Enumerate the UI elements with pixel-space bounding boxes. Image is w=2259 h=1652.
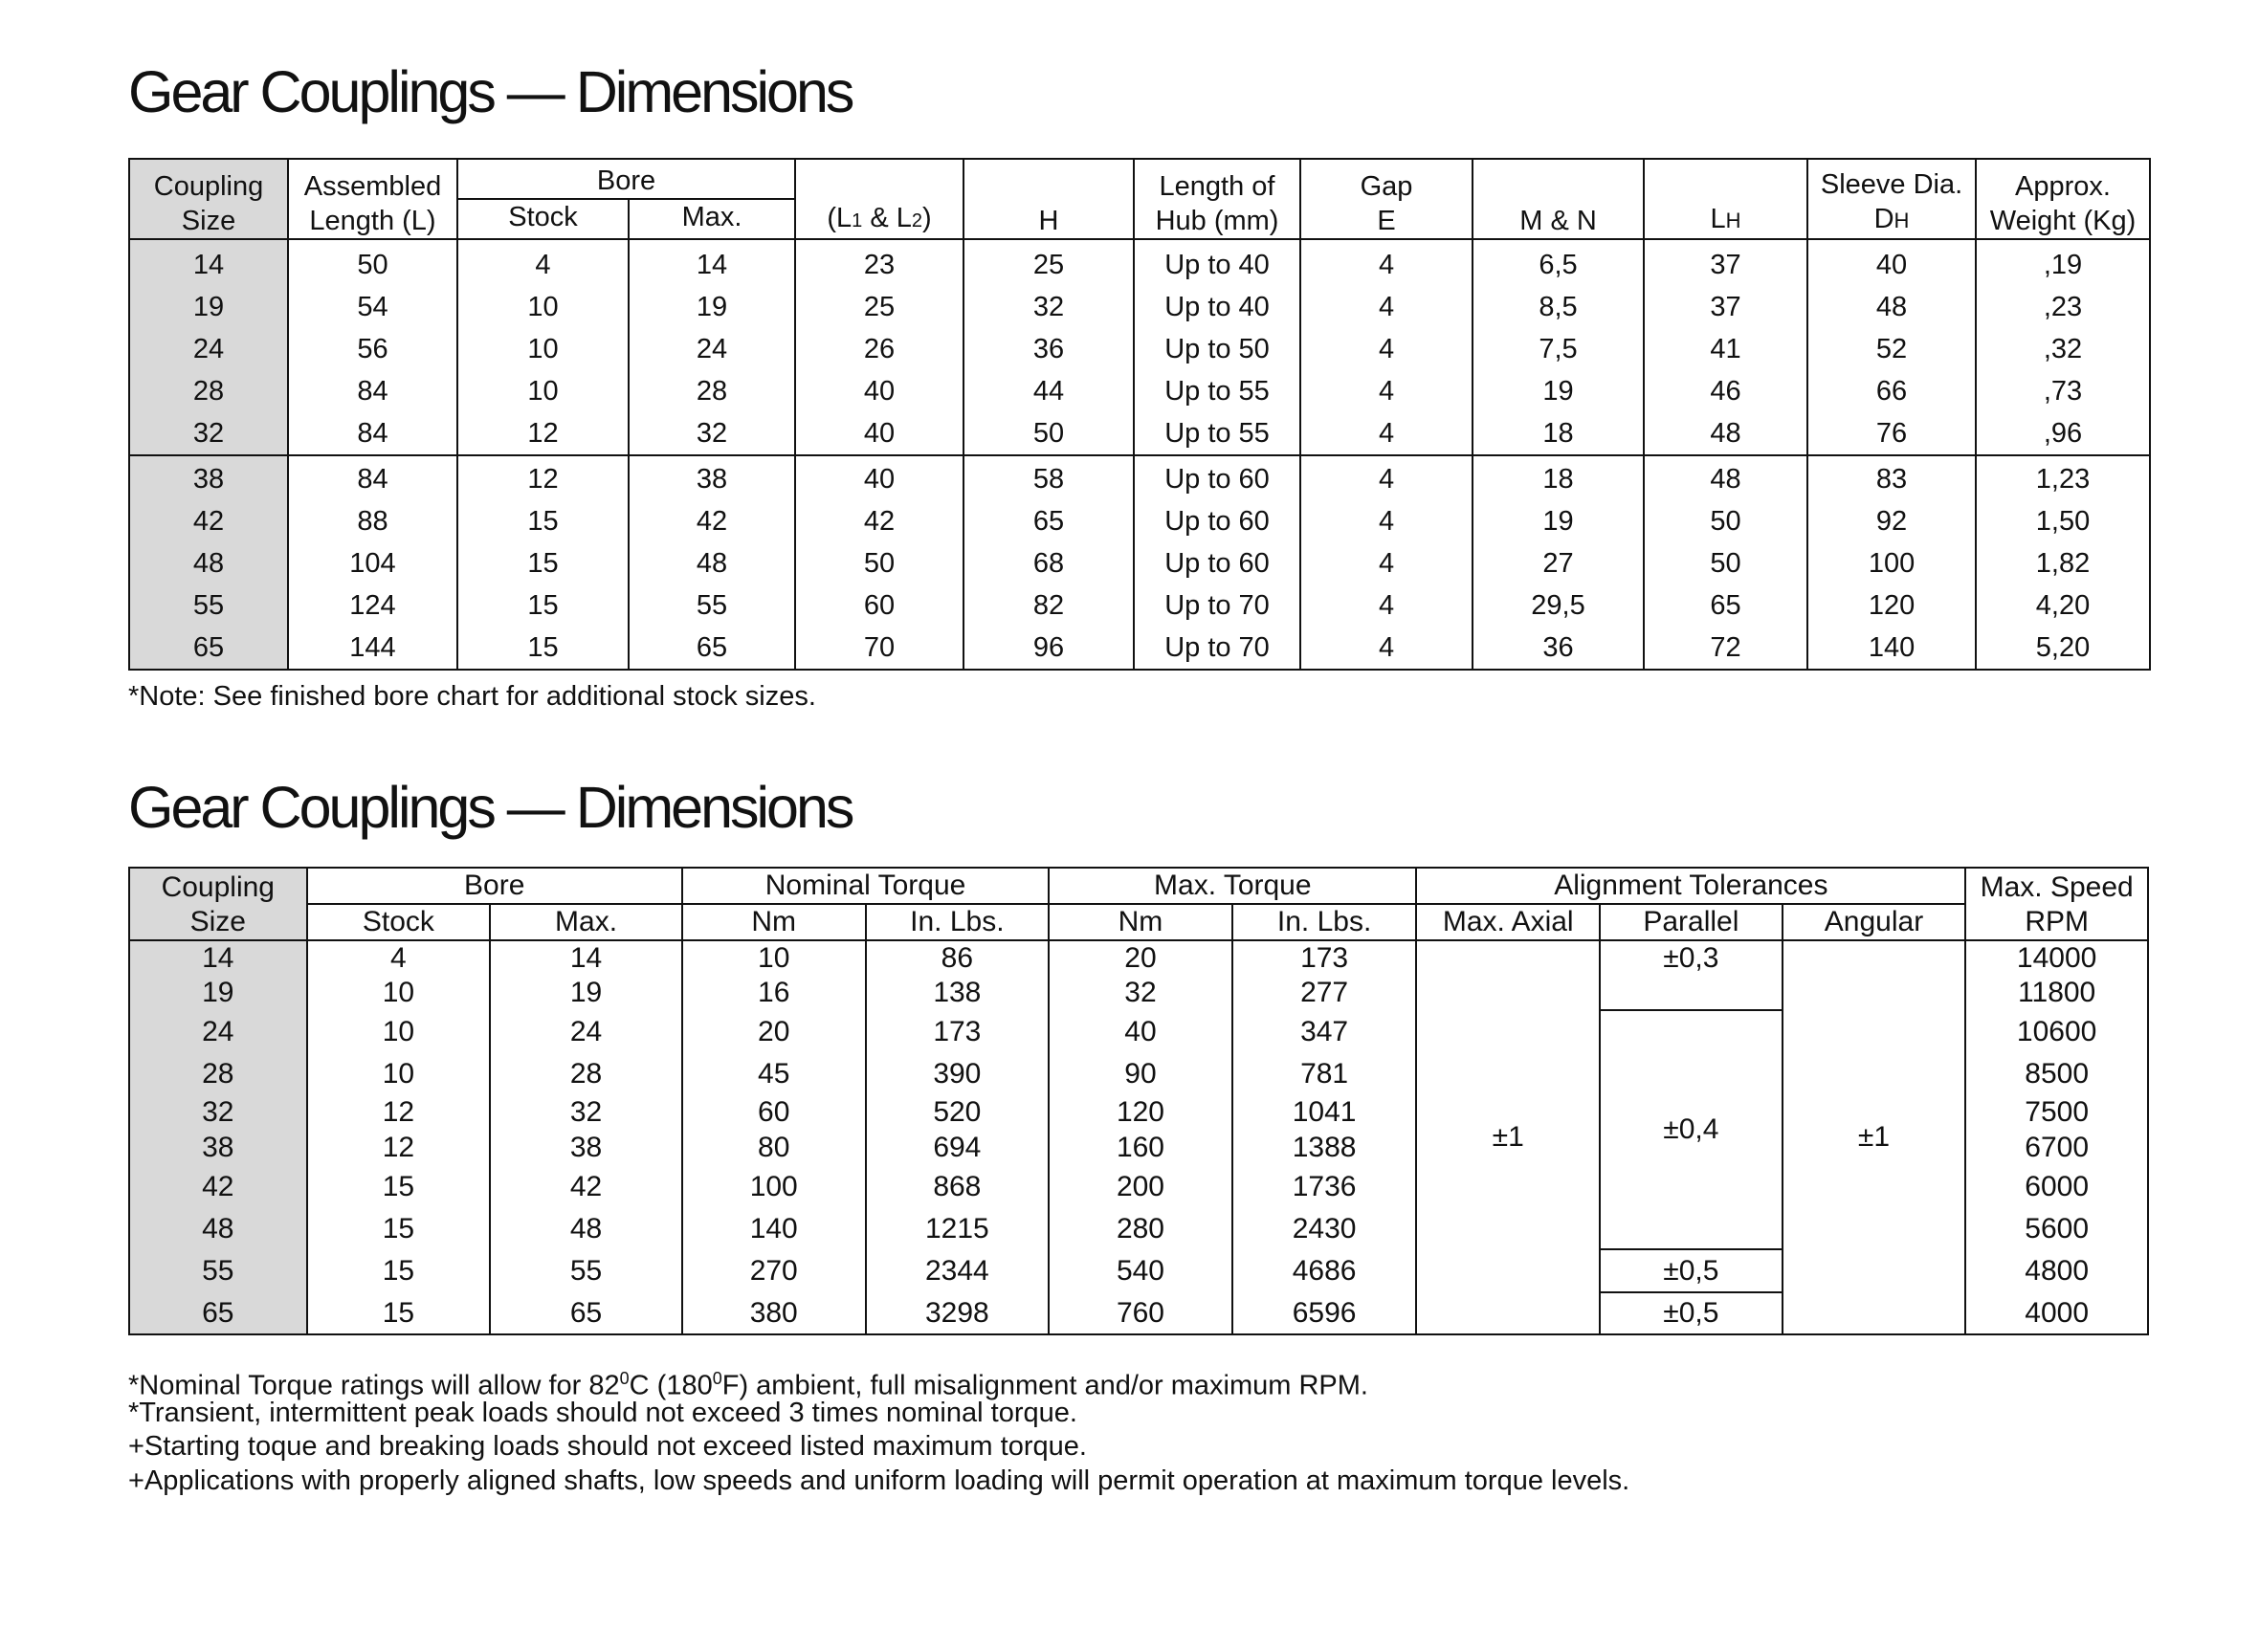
max-inlbs-cell: 6596 <box>1232 1292 1417 1334</box>
table-cell: ,23 <box>1976 286 2150 328</box>
table-row <box>129 584 2150 627</box>
max-speed-cell: 6700 <box>1965 1131 2148 1165</box>
max-inlbs-cell: 173 <box>1232 940 1417 976</box>
table-cell: 52 <box>1807 328 1976 370</box>
table-cell: Up to 40 <box>1134 239 1300 286</box>
table-cell: 10 <box>457 286 629 328</box>
nominal-inlbs-cell: 2344 <box>866 1249 1050 1292</box>
table-cell: 18 <box>1473 412 1644 455</box>
coupling-size-cell: 32 <box>129 412 288 455</box>
header2-max-axial: Max. Axial <box>1416 904 1600 940</box>
max-speed-cell: 5600 <box>1965 1208 2148 1249</box>
table-cell: 37 <box>1644 286 1807 328</box>
stock-cell: 15 <box>307 1165 491 1208</box>
max-bore-cell: 42 <box>490 1165 682 1208</box>
table-cell: 38 <box>629 455 795 500</box>
header2-parallel: Parallel <box>1600 904 1783 940</box>
table-cell: 66 <box>1807 370 1976 412</box>
table-row <box>129 370 2150 412</box>
nominal-nm-cell: 20 <box>682 1010 866 1053</box>
nominal-inlbs-cell: 3298 <box>866 1292 1050 1334</box>
table-cell: 10 <box>457 328 629 370</box>
table-cell: 68 <box>963 542 1134 584</box>
torque-table <box>128 867 2149 1335</box>
table-cell: 25 <box>795 286 963 328</box>
nominal-nm-cell: 60 <box>682 1094 866 1131</box>
table-cell: 4 <box>1300 286 1473 328</box>
table-cell: 23 <box>795 239 963 286</box>
table-cell: 76 <box>1807 412 1976 455</box>
table-cell: 58 <box>963 455 1134 500</box>
table-row <box>129 412 2150 455</box>
max-inlbs-cell: 2430 <box>1232 1208 1417 1249</box>
table-cell: 56 <box>288 328 457 370</box>
coupling-size-cell: 48 <box>129 542 288 584</box>
max-nm-cell: 160 <box>1049 1131 1232 1165</box>
table-cell: 12 <box>457 455 629 500</box>
table-cell: 42 <box>629 500 795 542</box>
parallel-cell: ±0,5 <box>1600 1249 1783 1292</box>
nominal-nm-cell: 270 <box>682 1249 866 1292</box>
nominal-nm-cell: 100 <box>682 1165 866 1208</box>
nominal-inlbs-cell: 138 <box>866 976 1050 1010</box>
table-cell: 15 <box>457 542 629 584</box>
stock-cell: 15 <box>307 1249 491 1292</box>
table-cell: 10 <box>457 370 629 412</box>
table-cell: 65 <box>963 500 1134 542</box>
table-row <box>129 542 2150 584</box>
torque-note-4: +Applications with properly aligned shafts, low speeds and uniform loading will permit operation at maximum torque levels. <box>128 1465 1630 1496</box>
max-speed-cell: 10600 <box>1965 1010 2148 1053</box>
header2-nm: Nm <box>682 904 866 940</box>
table-row <box>129 286 2150 328</box>
header2-in-lbs: In. Lbs. <box>866 904 1050 940</box>
torque-note-3: +Starting toque and breaking loads should not exceed listed maximum torque. <box>128 1431 1087 1462</box>
header2-max-speed: Max. Speed RPM <box>1965 868 2148 940</box>
table-cell: 104 <box>288 542 457 584</box>
stock-cell: 10 <box>307 976 491 1010</box>
table-cell: 14 <box>629 239 795 286</box>
coupling-size-cell: 24 <box>129 328 288 370</box>
max-nm-cell: 120 <box>1049 1094 1232 1131</box>
coupling-size-cell: 38 <box>129 455 288 500</box>
table-cell: 12 <box>457 412 629 455</box>
stock-cell: 10 <box>307 1010 491 1053</box>
table-cell: 48 <box>1644 455 1807 500</box>
table-cell: 27 <box>1473 542 1644 584</box>
table-cell: 36 <box>1473 627 1644 670</box>
max-inlbs-cell: 1736 <box>1232 1165 1417 1208</box>
table-cell: 5,20 <box>1976 627 2150 670</box>
table-cell: 15 <box>457 584 629 627</box>
max-bore-cell: 19 <box>490 976 682 1010</box>
coupling-size-cell: 65 <box>129 1292 307 1334</box>
table-cell: Up to 55 <box>1134 370 1300 412</box>
table-cell: 65 <box>629 627 795 670</box>
header2-nominal-torque: Nominal Torque <box>682 868 1049 904</box>
max-bore-cell: 48 <box>490 1208 682 1249</box>
table-row <box>129 627 2150 670</box>
max-bore-cell: 55 <box>490 1249 682 1292</box>
coupling-size-cell: 48 <box>129 1208 307 1249</box>
table-row <box>129 940 2148 976</box>
max-speed-cell: 14000 <box>1965 940 2148 976</box>
header2-alignment-tolerances: Alignment Tolerances <box>1416 868 1965 904</box>
max-speed-cell: 4000 <box>1965 1292 2148 1334</box>
table-row <box>129 328 2150 370</box>
table-cell: 84 <box>288 370 457 412</box>
table-cell: Up to 60 <box>1134 455 1300 500</box>
nominal-inlbs-cell: 694 <box>866 1131 1050 1165</box>
table-cell: 4 <box>1300 627 1473 670</box>
table-cell: 7,5 <box>1473 328 1644 370</box>
table-cell: 41 <box>1644 328 1807 370</box>
table-cell: 40 <box>795 412 963 455</box>
header2-max-torque: Max. Torque <box>1049 868 1416 904</box>
header-approx-weight: Approx. Weight (Kg) <box>1976 159 2150 239</box>
table-cell: 54 <box>288 286 457 328</box>
nominal-nm-cell: 16 <box>682 976 866 1010</box>
dimensions-table <box>128 158 2151 671</box>
table-cell: 4 <box>1300 328 1473 370</box>
table-cell: 8,5 <box>1473 286 1644 328</box>
page-title: Gear Couplings — Dimensions <box>128 59 853 124</box>
coupling-size-cell: 28 <box>129 370 288 412</box>
max-nm-cell: 760 <box>1049 1292 1232 1334</box>
table1-note: *Note: See finished bore chart for additional stock sizes. <box>128 681 816 712</box>
table-cell: 4 <box>1300 412 1473 455</box>
max-bore-cell: 28 <box>490 1053 682 1094</box>
table-cell: 44 <box>963 370 1134 412</box>
table-cell: 40 <box>1807 239 1976 286</box>
table-cell: ,32 <box>1976 328 2150 370</box>
max-nm-cell: 40 <box>1049 1010 1232 1053</box>
table-cell: 100 <box>1807 542 1976 584</box>
table-cell: 18 <box>1473 455 1644 500</box>
table-cell: Up to 60 <box>1134 500 1300 542</box>
table-cell: 88 <box>288 500 457 542</box>
max-bore-cell: 24 <box>490 1010 682 1053</box>
table-row <box>129 455 2150 500</box>
max-nm-cell: 280 <box>1049 1208 1232 1249</box>
parallel-cell: ±0,4 <box>1600 1010 1783 1249</box>
coupling-size-cell: 19 <box>129 976 307 1010</box>
header-l1-l2: (L1 & L2) <box>795 159 963 239</box>
table-cell: ,96 <box>1976 412 2150 455</box>
table-cell: 46 <box>1644 370 1807 412</box>
nominal-nm-cell: 380 <box>682 1292 866 1334</box>
header-assembled-length: Assembled Length (L) <box>288 159 457 239</box>
header-bore-max: Max. <box>629 199 795 239</box>
table-cell: Up to 40 <box>1134 286 1300 328</box>
max-speed-cell: 8500 <box>1965 1053 2148 1094</box>
table-cell: 48 <box>629 542 795 584</box>
max-nm-cell: 200 <box>1049 1165 1232 1208</box>
table-cell: 84 <box>288 412 457 455</box>
table-cell: 48 <box>1807 286 1976 328</box>
table-cell: 65 <box>1644 584 1807 627</box>
table-cell: 24 <box>629 328 795 370</box>
stock-cell: 12 <box>307 1131 491 1165</box>
nominal-nm-cell: 45 <box>682 1053 866 1094</box>
header-coupling-size: Coupling Size <box>129 159 288 239</box>
table-cell: 25 <box>963 239 1134 286</box>
nominal-inlbs-cell: 173 <box>866 1010 1050 1053</box>
table-cell: Up to 70 <box>1134 584 1300 627</box>
table-cell: 4 <box>1300 370 1473 412</box>
header2-max-nm: Nm <box>1049 904 1232 940</box>
nominal-inlbs-cell: 868 <box>866 1165 1050 1208</box>
table-cell: 15 <box>457 500 629 542</box>
max-speed-cell: 6000 <box>1965 1165 2148 1208</box>
table-row <box>129 239 2150 286</box>
table-cell: 50 <box>1644 500 1807 542</box>
table-cell: Up to 55 <box>1134 412 1300 455</box>
nominal-nm-cell: 80 <box>682 1131 866 1165</box>
table-cell: 4 <box>1300 239 1473 286</box>
table-cell: Up to 50 <box>1134 328 1300 370</box>
table-cell: Up to 70 <box>1134 627 1300 670</box>
max-bore-cell: 38 <box>490 1131 682 1165</box>
table-cell: 50 <box>1644 542 1807 584</box>
table-cell: 60 <box>795 584 963 627</box>
table-cell: 6,5 <box>1473 239 1644 286</box>
table-cell: 82 <box>963 584 1134 627</box>
table-cell: 40 <box>795 455 963 500</box>
table-cell: 4 <box>457 239 629 286</box>
coupling-size-cell: 42 <box>129 1165 307 1208</box>
table-cell: 29,5 <box>1473 584 1644 627</box>
table-cell: 4 <box>1300 500 1473 542</box>
table-cell: Up to 60 <box>1134 542 1300 584</box>
table-cell: 84 <box>288 455 457 500</box>
nominal-inlbs-cell: 390 <box>866 1053 1050 1094</box>
angular-cell: ±1 <box>1783 940 1966 1334</box>
header2-max-in-lbs: In. Lbs. <box>1232 904 1417 940</box>
table-cell: 1,23 <box>1976 455 2150 500</box>
coupling-size-cell: 24 <box>129 1010 307 1053</box>
nominal-inlbs-cell: 1215 <box>866 1208 1050 1249</box>
max-inlbs-cell: 4686 <box>1232 1249 1417 1292</box>
table-cell: 48 <box>1644 412 1807 455</box>
table-cell: 92 <box>1807 500 1976 542</box>
table-cell: 1,82 <box>1976 542 2150 584</box>
coupling-size-cell: 42 <box>129 500 288 542</box>
table-cell: 50 <box>963 412 1134 455</box>
table-cell: 19 <box>1473 370 1644 412</box>
header-sleeve-dia: Sleeve Dia. DH <box>1807 159 1976 239</box>
header-lh: LH <box>1644 159 1807 239</box>
coupling-size-cell: 28 <box>129 1053 307 1094</box>
table-cell: 26 <box>795 328 963 370</box>
max-inlbs-cell: 781 <box>1232 1053 1417 1094</box>
table-cell: 19 <box>629 286 795 328</box>
table-cell: 72 <box>1644 627 1807 670</box>
max-axial-cell: ±1 <box>1416 940 1600 1334</box>
table-cell: 140 <box>1807 627 1976 670</box>
table-cell: 19 <box>1473 500 1644 542</box>
table-cell: 124 <box>288 584 457 627</box>
max-bore-cell: 65 <box>490 1292 682 1334</box>
torque-note-1: *Nominal Torque ratings will allow for $82^0C$ $(180^0F)$ ambient, full misalignment and/or maximum RPM. <box>128 1369 1368 1401</box>
header2-angular: Angular <box>1783 904 1966 940</box>
max-nm-cell: 20 <box>1049 940 1232 976</box>
table-cell: 36 <box>963 328 1134 370</box>
nominal-nm-cell: 140 <box>682 1208 866 1249</box>
max-inlbs-cell: 277 <box>1232 976 1417 1010</box>
stock-cell: 4 <box>307 940 491 976</box>
torque-note-2: *Transient, intermittent peak loads should not exceed 3 times nominal torque. <box>128 1398 1077 1428</box>
coupling-size-cell: 55 <box>129 584 288 627</box>
table-cell: 50 <box>795 542 963 584</box>
max-inlbs-cell: 1041 <box>1232 1094 1417 1131</box>
header-h: H <box>963 159 1134 239</box>
table-cell: 144 <box>288 627 457 670</box>
table-cell: 32 <box>963 286 1134 328</box>
max-speed-cell: 11800 <box>1965 976 2148 1010</box>
header2-stock: Stock <box>307 904 491 940</box>
header-bore-stock: Stock <box>457 199 629 239</box>
table-cell: ,73 <box>1976 370 2150 412</box>
header2-coupling-size: Coupling Size <box>129 868 307 940</box>
coupling-size-cell: 19 <box>129 286 288 328</box>
table-row <box>129 500 2150 542</box>
max-inlbs-cell: 347 <box>1232 1010 1417 1053</box>
parallel-cell: ±0,3 <box>1600 940 1783 1010</box>
table-cell: 83 <box>1807 455 1976 500</box>
coupling-size-cell: 32 <box>129 1094 307 1131</box>
coupling-size-cell: 14 <box>129 239 288 286</box>
nominal-inlbs-cell: 520 <box>866 1094 1050 1131</box>
stock-cell: 15 <box>307 1292 491 1334</box>
header-length-of-hub: Length of Hub (mm) <box>1134 159 1300 239</box>
coupling-size-cell: 65 <box>129 627 288 670</box>
header-m-n: M & N <box>1473 159 1644 239</box>
table-cell: 4,20 <box>1976 584 2150 627</box>
stock-cell: 12 <box>307 1094 491 1131</box>
table-cell: 1,50 <box>1976 500 2150 542</box>
table-cell: 15 <box>457 627 629 670</box>
header-bore: Bore <box>457 159 795 199</box>
table-cell: 4 <box>1300 455 1473 500</box>
coupling-size-cell: 55 <box>129 1249 307 1292</box>
table-cell: 70 <box>795 627 963 670</box>
table-cell: 120 <box>1807 584 1976 627</box>
stock-cell: 10 <box>307 1053 491 1094</box>
coupling-size-cell: 14 <box>129 940 307 976</box>
table-cell: 50 <box>288 239 457 286</box>
nominal-nm-cell: 10 <box>682 940 866 976</box>
max-bore-cell: 32 <box>490 1094 682 1131</box>
nominal-inlbs-cell: 86 <box>866 940 1050 976</box>
table-cell: 32 <box>629 412 795 455</box>
table-cell: 37 <box>1644 239 1807 286</box>
coupling-size-cell: 38 <box>129 1131 307 1165</box>
header2-max: Max. <box>490 904 682 940</box>
table-cell: ,19 <box>1976 239 2150 286</box>
table-cell: 4 <box>1300 584 1473 627</box>
table-cell: 40 <box>795 370 963 412</box>
table-cell: 55 <box>629 584 795 627</box>
max-nm-cell: 32 <box>1049 976 1232 1010</box>
max-nm-cell: 540 <box>1049 1249 1232 1292</box>
header-gap: Gap E <box>1300 159 1473 239</box>
header2-bore: Bore <box>307 868 682 904</box>
table-cell: 96 <box>963 627 1134 670</box>
max-bore-cell: 14 <box>490 940 682 976</box>
max-nm-cell: 90 <box>1049 1053 1232 1094</box>
max-speed-cell: 7500 <box>1965 1094 2148 1131</box>
table-cell: 28 <box>629 370 795 412</box>
table-cell: 4 <box>1300 542 1473 584</box>
table-cell: 42 <box>795 500 963 542</box>
page-title-2: Gear Couplings — Dimensions <box>128 775 853 840</box>
parallel-cell: ±0,5 <box>1600 1292 1783 1334</box>
max-speed-cell: 4800 <box>1965 1249 2148 1292</box>
max-inlbs-cell: 1388 <box>1232 1131 1417 1165</box>
stock-cell: 15 <box>307 1208 491 1249</box>
